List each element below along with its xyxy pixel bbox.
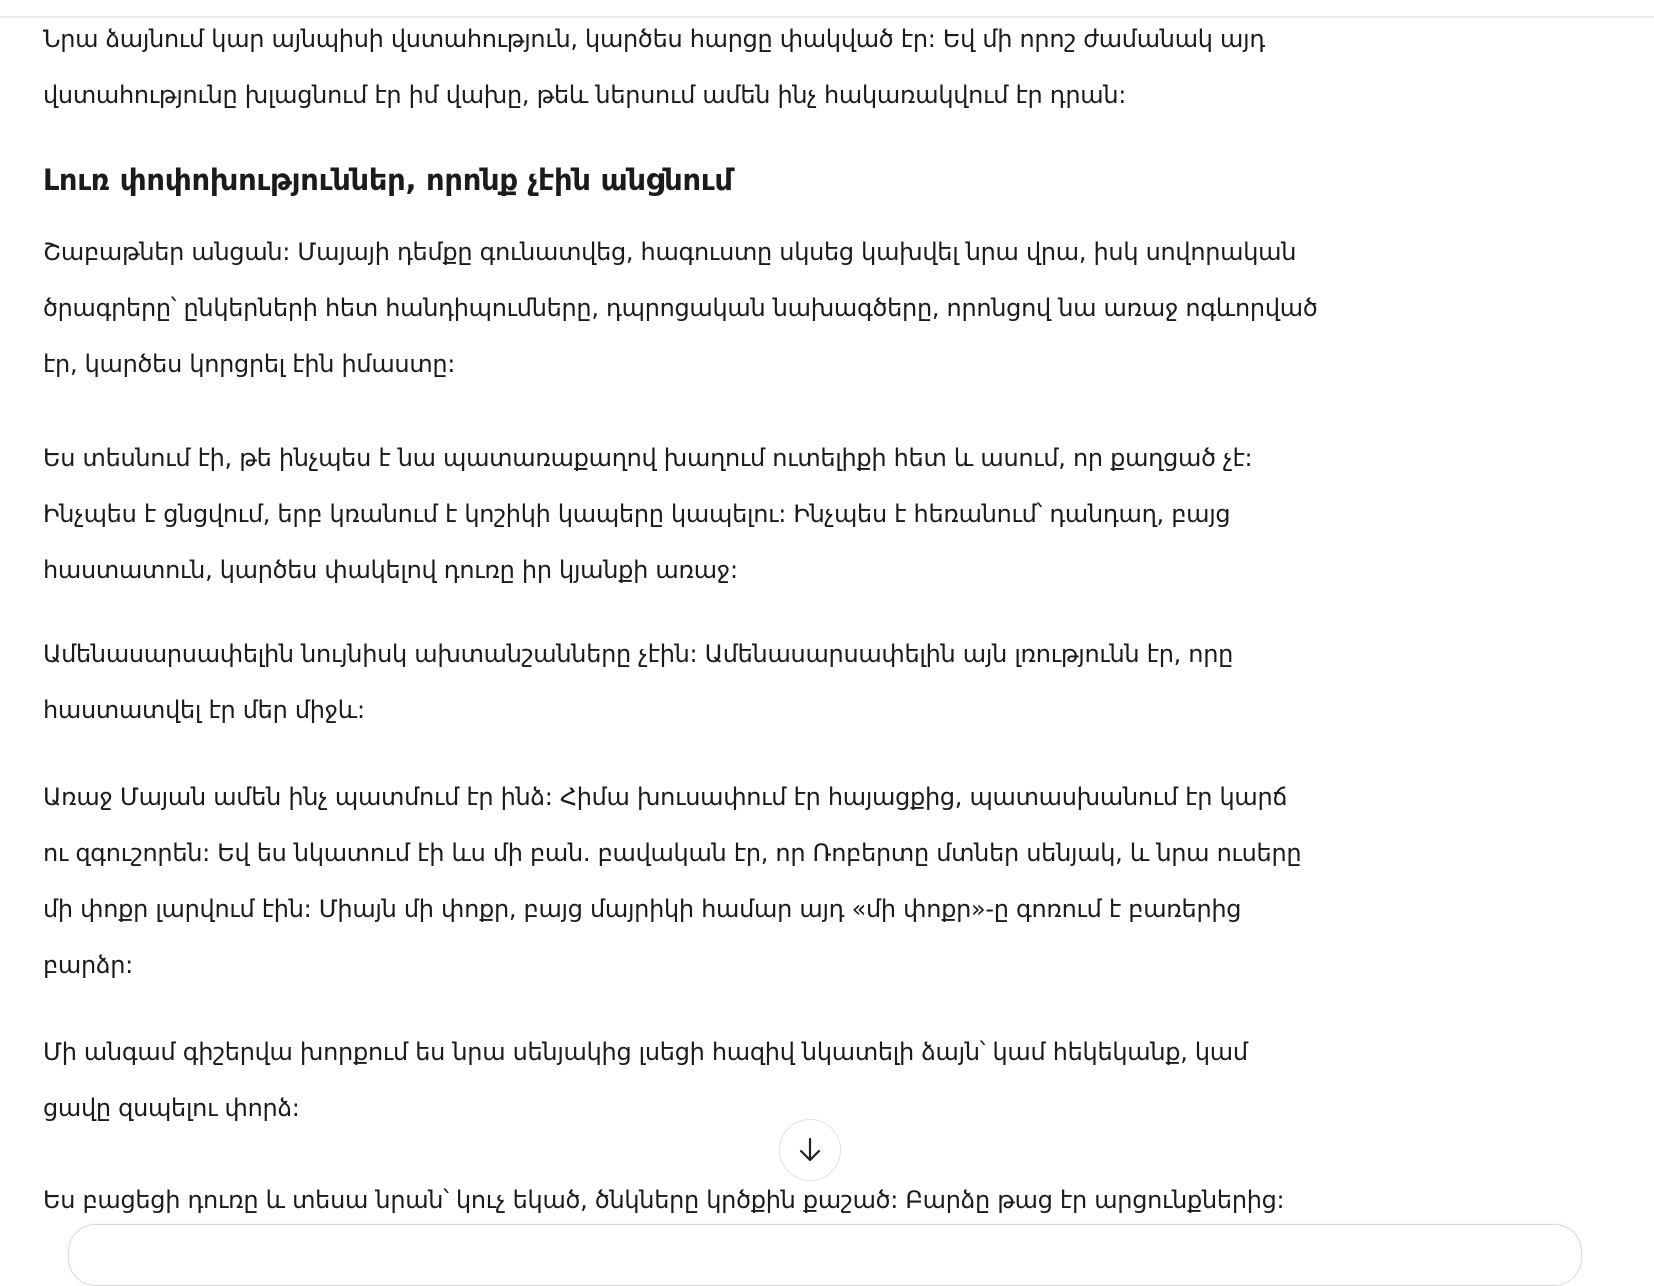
text-line: ցավը զսպելու փորձ: (43, 1094, 300, 1122)
paragraph-6 (43, 1024, 1248, 1136)
arrow-down-icon (795, 1135, 825, 1165)
section-heading: Լուռ փոփոխություններ, որոնք չէին անցնում (43, 163, 733, 197)
text-line: Նրա ձայնում կար այնպիսի վստահություն, կարծես հարցը փակված էր: Եվ մի որոշ ժամանակ այդ (43, 25, 1265, 53)
message-composer[interactable] (68, 1224, 1582, 1286)
top-bar (0, 0, 1654, 18)
text-line: Առաջ Մայան ամեն ինչ պատմում էր ինձ: Հիմա խուսափում էր հայացքից, պատասխանում էր կարճ (43, 783, 1288, 811)
text-line: Ինչպես է ցնցվում, երբ կռանում է կոշիկի կապերը կապելու: Ինչպես է հեռանում՝ դանդաղ, բայց (43, 500, 1231, 528)
text-line: հաստատվել էր մեր միջև: (43, 696, 365, 724)
paragraph-1 (43, 11, 1265, 123)
paragraph-5 (43, 769, 1301, 993)
paragraph-3 (43, 430, 1252, 598)
paragraph-4 (43, 626, 1233, 738)
paragraph-7 (43, 1172, 1284, 1228)
text-line: Մի անգամ գիշերվա խորքում ես նրա սենյակից լսեցի հազիվ նկատելի ձայն՝ կամ հեկեկանք, կամ (43, 1038, 1248, 1066)
text-line: Ամենասարսափելին նույնիսկ ախտանշանները չէին: Ամենասարսափելին այն լռությունն էր, որը (43, 640, 1234, 668)
text-line: Ես տեսնում էի, թե ինչպես է նա պատառաքաղով խաղում ուտելիքի հետ և ասում, որ քաղցած չէ: (43, 444, 1253, 472)
text-line: հաստատուն, կարծես փակելով դուռը իր կյանքի առաջ: (43, 556, 738, 584)
text-line: ու զգուշորեն: Եվ ես նկատում էի ևս մի բան. բավական էր, որ Ռոբերտը մտներ սենյակ, և նրա ուսերը (43, 839, 1302, 867)
text-line: մի փոքր լարվում էին: Միայն մի փոքր, բայց մայրիկի համար այդ «մի փոքր»-ը գոռում է բառերից (43, 895, 1242, 923)
paragraph-2 (43, 224, 1317, 392)
text-line: վստահությունը խլացնում էր իմ վախը, թեև ներսում ամեն ինչ հակառակվում էր դրան: (43, 81, 1127, 109)
text-line: ծրագրերը՝ ընկերների հետ հանդիպումները, դպրոցական նախագծերը, որոնցով նա առաջ ոգևորված (43, 294, 1318, 322)
text-line: բարձր: (43, 951, 133, 979)
text-line: էր, կարծես կորցրել էին իմաստը: (43, 350, 456, 378)
text-line: Ես բացեցի դուռը և տեսա նրան՝ կուչ եկած, ծնկները կրծքին քաշած: Բարձը թաց էր արցունքներից: (43, 1186, 1285, 1214)
text-line: Շաբաթներ անցան: Մայայի դեմքը գունատվեց, հագուստը սկսեց կախվել նրա վրա, իսկ սովորական (43, 238, 1297, 266)
scroll-to-bottom-button[interactable] (779, 1119, 841, 1181)
